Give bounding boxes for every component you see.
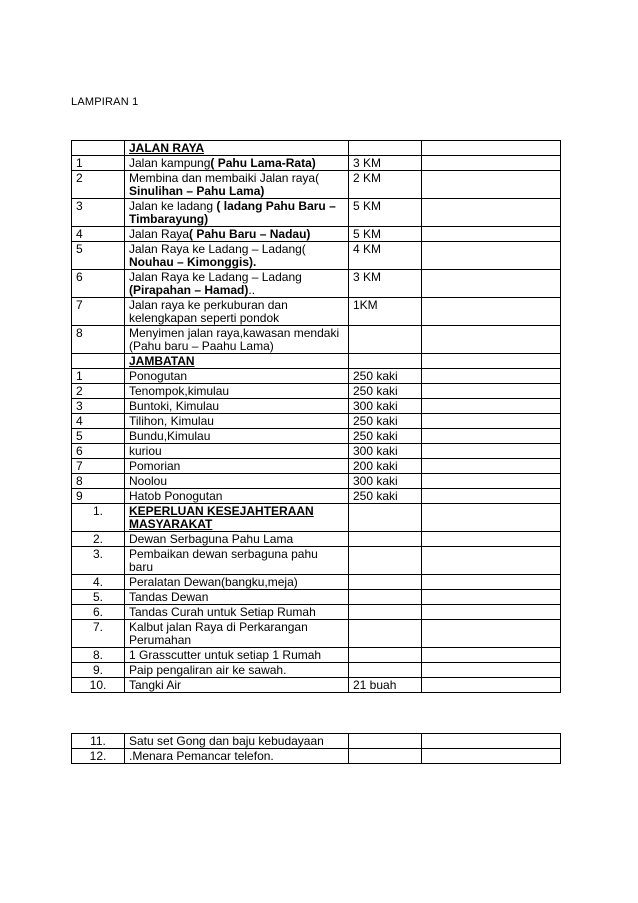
section-header-row [72, 141, 561, 156]
item-quantity [349, 590, 422, 605]
item-quantity [349, 575, 422, 590]
description-text: Nouhau – Kimonggis). [129, 255, 257, 269]
description-text: Jalan raya ke perkuburan dan kelengkapan seperti pondok [129, 298, 288, 325]
description-text: Jalan ke ladang [129, 199, 217, 213]
item-quantity: 3 KM [349, 156, 422, 171]
item-description [125, 605, 349, 620]
table-row [72, 171, 561, 199]
item-quantity [349, 354, 422, 369]
row-number [72, 354, 125, 369]
empty-cell [422, 590, 561, 605]
table-row [72, 326, 561, 354]
item-quantity: 5 KM [349, 227, 422, 242]
table-row [72, 474, 561, 489]
item-description [125, 270, 349, 298]
row-number: 4 [72, 414, 125, 429]
empty-cell [422, 648, 561, 663]
table-row [72, 444, 561, 459]
item-description [125, 590, 349, 605]
row-number: 5 [72, 429, 125, 444]
item-description [125, 678, 349, 693]
item-quantity [349, 734, 422, 749]
table-row [72, 590, 561, 605]
item-description [125, 474, 349, 489]
description-text: Sinulihan – Pahu Lama) [129, 184, 265, 198]
item-quantity: 5 KM [349, 199, 422, 227]
description-text: Buntoki, Kimulau [129, 399, 220, 413]
table-row [72, 620, 561, 648]
item-quantity: 250 kaki [349, 414, 422, 429]
item-description [125, 227, 349, 242]
description-text: JAMBATAN [129, 354, 195, 368]
description-text: Ponogutan [129, 369, 188, 383]
table-row [72, 734, 561, 749]
empty-cell [422, 620, 561, 648]
item-description [125, 444, 349, 459]
empty-cell [422, 199, 561, 227]
table-row [72, 575, 561, 590]
empty-cell [422, 532, 561, 547]
table-row [72, 399, 561, 414]
item-description [125, 532, 349, 547]
description-text: ( Pahu Lama-Rata) [210, 156, 316, 170]
row-number: 7 [72, 298, 125, 326]
empty-cell [422, 399, 561, 414]
item-quantity: 300 kaki [349, 444, 422, 459]
lampiran-table [71, 140, 561, 693]
description-text: JALAN RAYA [129, 141, 205, 155]
row-number: 5. [72, 590, 125, 605]
row-number: 5 [72, 242, 125, 270]
item-quantity: 250 kaki [349, 429, 422, 444]
row-number: 1 [72, 369, 125, 384]
row-number: 11. [72, 734, 125, 749]
description-text: Kalbut jalan Raya di Perkarangan Perumahan [129, 620, 308, 647]
row-number: 1. [72, 504, 125, 532]
description-text: KEPERLUAN KESEJAHTERAAN MASYARAKAT [129, 504, 314, 531]
item-description [125, 620, 349, 648]
row-number: 2 [72, 171, 125, 199]
table-row [72, 369, 561, 384]
item-description [125, 459, 349, 474]
table-row [72, 242, 561, 270]
empty-cell [422, 141, 561, 156]
empty-cell [422, 414, 561, 429]
item-quantity: 300 kaki [349, 474, 422, 489]
item-quantity: 300 kaki [349, 399, 422, 414]
description-text: (Pirapahan – Hamad) [129, 283, 249, 297]
row-number: 9 [72, 489, 125, 504]
row-number: 6 [72, 270, 125, 298]
table-row [72, 663, 561, 678]
section-header-row [72, 504, 561, 532]
section-heading [125, 504, 349, 532]
item-description [125, 547, 349, 575]
item-quantity: 21 buah [349, 678, 422, 693]
row-number: 8 [72, 326, 125, 354]
description-text: Bundu,Kimulau [129, 429, 211, 443]
description-text: Tilihon, Kimulau [129, 414, 214, 428]
description-text: Menyimen jalan raya,kawasan mendaki (Pahu baru – Paahu Lama) [129, 326, 340, 353]
empty-cell [422, 605, 561, 620]
item-quantity: 2 KM [349, 171, 422, 199]
description-text: kuriou [129, 444, 162, 458]
description-text: Jalan Raya ke Ladang – Ladang [129, 270, 302, 284]
empty-cell [422, 354, 561, 369]
lampiran-table-body [72, 141, 561, 693]
table-row [72, 156, 561, 171]
description-text: Tandas Dewan [129, 590, 209, 604]
item-description [125, 298, 349, 326]
section-header-row [72, 354, 561, 369]
item-description [125, 399, 349, 414]
item-quantity [349, 532, 422, 547]
table-row [72, 678, 561, 693]
description-text: Tenompok,kimulau [129, 384, 230, 398]
table-row [72, 605, 561, 620]
item-description [125, 171, 349, 199]
description-text: ( Pahu Baru – Nadau) [189, 227, 311, 241]
description-text: ( ladang Pahu Baru – Timbarayung) [129, 199, 336, 226]
row-number: 7 [72, 459, 125, 474]
empty-cell [422, 171, 561, 199]
description-text: Tandas Curah untuk Setiap Rumah [129, 605, 316, 619]
description-text: 1 Grasscutter untuk setiap 1 Rumah [129, 648, 322, 662]
item-description [125, 749, 349, 764]
empty-cell [422, 369, 561, 384]
section-heading [125, 141, 349, 156]
empty-cell [422, 489, 561, 504]
item-quantity [349, 605, 422, 620]
table-row [72, 532, 561, 547]
lampiran-table-continued [71, 733, 561, 764]
row-number: 1 [72, 156, 125, 171]
empty-cell [422, 227, 561, 242]
row-number: 4 [72, 227, 125, 242]
description-text: .Menara Pemancar telefon. [129, 749, 274, 763]
item-description [125, 429, 349, 444]
empty-cell [422, 242, 561, 270]
empty-cell [422, 663, 561, 678]
section-heading [125, 354, 349, 369]
description-text: Jalan Raya [129, 227, 190, 241]
item-description [125, 156, 349, 171]
description-text: Pomorian [129, 459, 181, 473]
item-description [125, 369, 349, 384]
item-quantity [349, 749, 422, 764]
empty-cell [422, 270, 561, 298]
row-number: 7. [72, 620, 125, 648]
empty-cell [422, 547, 561, 575]
lampiran-table-continued-body [72, 734, 561, 764]
description-text: Jalan Raya ke Ladang – Ladang( [129, 242, 306, 256]
item-quantity [349, 504, 422, 532]
description-text: Peralatan Dewan(bangku,meja) [129, 575, 298, 589]
row-number [72, 141, 125, 156]
item-description [125, 384, 349, 399]
row-number: 10. [72, 678, 125, 693]
description-text: Paip pengaliran air ke sawah. [129, 663, 287, 677]
item-description [125, 663, 349, 678]
empty-cell [422, 678, 561, 693]
item-quantity [349, 620, 422, 648]
page-title: LAMPIRAN 1 [71, 96, 139, 108]
table-row [72, 547, 561, 575]
item-description [125, 489, 349, 504]
item-quantity: 250 kaki [349, 369, 422, 384]
item-description [125, 734, 349, 749]
empty-cell [422, 734, 561, 749]
item-quantity: 200 kaki [349, 459, 422, 474]
description-text: Membina dan membaiki Jalan raya( [129, 171, 320, 185]
row-number: 2. [72, 532, 125, 547]
item-quantity [349, 648, 422, 663]
item-description [125, 575, 349, 590]
empty-cell [422, 504, 561, 532]
table-row [72, 429, 561, 444]
item-quantity: 1KM [349, 298, 422, 326]
row-number: 6. [72, 605, 125, 620]
row-number: 3 [72, 199, 125, 227]
empty-cell [422, 429, 561, 444]
row-number: 3 [72, 399, 125, 414]
table-row [72, 270, 561, 298]
table-row [72, 648, 561, 663]
row-number: 8 [72, 474, 125, 489]
item-quantity: 250 kaki [349, 489, 422, 504]
item-description [125, 326, 349, 354]
table-row [72, 227, 561, 242]
table-row [72, 489, 561, 504]
row-number: 2 [72, 384, 125, 399]
empty-cell [422, 326, 561, 354]
empty-cell [422, 575, 561, 590]
empty-cell [422, 444, 561, 459]
description-text: Satu set Gong dan baju kebudayaan [129, 734, 324, 748]
table-row [72, 414, 561, 429]
description-text: Hatob Ponogutan [129, 489, 223, 503]
row-number: 8. [72, 648, 125, 663]
empty-cell [422, 459, 561, 474]
row-number: 12. [72, 749, 125, 764]
table-row [72, 199, 561, 227]
item-quantity [349, 547, 422, 575]
description-text: Tangki Air [129, 678, 182, 692]
item-quantity: 4 KM [349, 242, 422, 270]
item-description [125, 414, 349, 429]
table-row [72, 459, 561, 474]
empty-cell [422, 384, 561, 399]
item-description [125, 242, 349, 270]
item-quantity [349, 663, 422, 678]
description-text: Pembaikan dewan serbaguna pahu baru [129, 547, 318, 574]
item-quantity: 3 KM [349, 270, 422, 298]
item-quantity: 250 kaki [349, 384, 422, 399]
item-quantity [349, 326, 422, 354]
table-row [72, 749, 561, 764]
row-number: 9. [72, 663, 125, 678]
empty-cell [422, 474, 561, 489]
item-description [125, 648, 349, 663]
row-number: 6 [72, 444, 125, 459]
empty-cell [422, 749, 561, 764]
description-text: Jalan kampung [129, 156, 211, 170]
description-text: Dewan Serbaguna Pahu Lama [129, 532, 294, 546]
row-number: 4. [72, 575, 125, 590]
empty-cell [422, 156, 561, 171]
description-text: Noolou [129, 474, 168, 488]
description-text: .. [248, 283, 256, 297]
item-description [125, 199, 349, 227]
table-row [72, 384, 561, 399]
table-row [72, 298, 561, 326]
empty-cell [422, 298, 561, 326]
item-quantity [349, 141, 422, 156]
row-number: 3. [72, 547, 125, 575]
